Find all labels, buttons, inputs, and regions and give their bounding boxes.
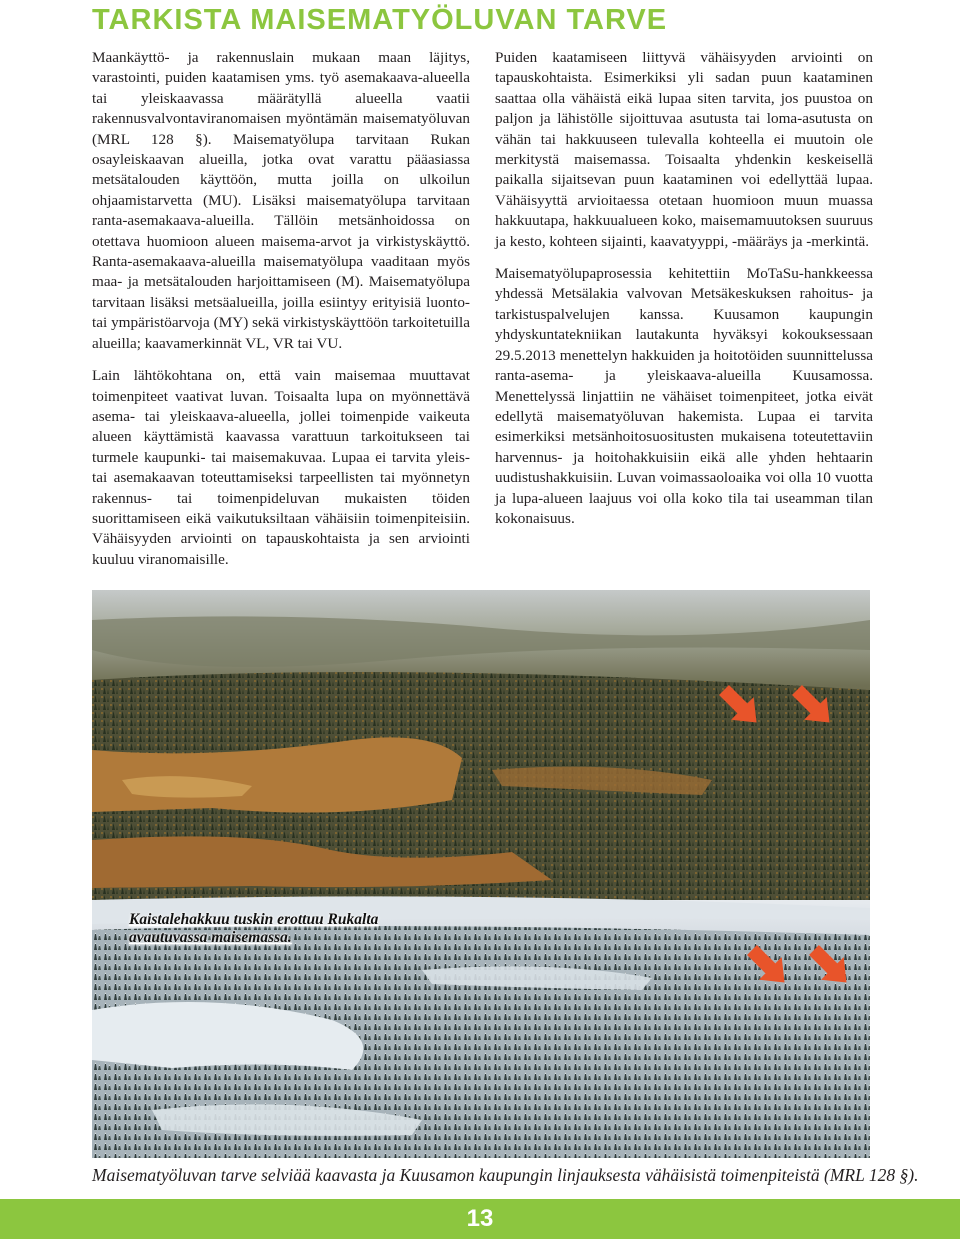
- photo-caption: [129, 911, 378, 947]
- paragraph: Maankäyttö- ja rakennuslain mukaan maan läjitys, varastointi, puiden kaatamisen yms. työ asemakaava-alueella tai yleiskaavassa määrätyllä alueella vaatii rakennusvalvontaviranomaisen myöntämän maisematyöluvan (MRL 128 §). Maisematyölupa tarvitaan Rukan osayleiskaavan alueilla, jotka ovat varattu pääasiassa metsätalouden käyttöön, mutta joilla on ulkoilun ohjaamistarvetta (MU). Lisäksi maisematyölupa tarvitaan ranta-asemakaava-alueilla. Tällöin metsänhoidossa on otettava huomioon alueen maisema-arvot ja virkistyskäyttö. Ranta-asemakaava-alueilla maisematyölupa vaaditaan myös maa- ja metsätalouden harjoittamiseen (M). Maisematyölupa tarvitaan lisäksi metsäalueilla, joilla esiintyy erityisiä luonto- tai ympäristöarvoja (MY) sekä virkistyskäyttöön tarkoitetuilla alueilla; kaavamerkinnät VL, VR tai VU.: [92, 49, 470, 352]
- right-column: [495, 48, 873, 541]
- paragraph: Lain lähtökohtana on, että vain maisemaa muuttavat toimenpiteet vaativat luvan. Toisaalta lupa on myönnettävä asema- tai yleiskaava-alueella, jollei toimenpide vaikeuta alueen käyttämistä kaavassa varattuun tarkoitukseen tai turmele kaupunki- tai maisemakuvaa. Lupaa ei tarvita yleis- tai asemakaavan toteuttamiseksi tarpeellisten tai myönnetyn rakennus- tai toimenpideluvan mukaisten töiden suorittamiseen eikä vaikutuksiltaan vähäisiin toimenpiteisiin. Vähäisyyden arviointi on tapauskohtaista ja sen arviointi kuuluu viranomaisille.: [92, 367, 470, 568]
- photo-caption-line: Kaistalehakkuu tuskin erottuu Rukalta: [129, 911, 379, 928]
- photo-caption-line: avautuvassa maisemassa.: [129, 929, 292, 946]
- landscape-illustration: [92, 590, 870, 1158]
- paragraph: Puiden kaatamiseen liittyvä vähäisyyden arviointi on tapauskohtaista. Esimerkiksi yli sadan puun kaataminen saattaa olla vähäistä eikä lupaa siten tarvita, jos puustoa on paljon ja lähistölle sijoittuvaa asutusta tai loma-asutusta on vähän tai hakkuuseen tulevalla kohteella ei muutoin ole merkitystä maisemassa. Toisaalta yhdenkin keskeisellä paikalla sijaitsevan puun kaataminen voi edellyttää lupaa. Vähäisyyttä arvioitaessa otetaan huomioon muun muassa hakkuutapa, hakkuualueen koko, maisemamuutoksen suuruus ja kesto, kohteen sijainti, kaavatyyppi, -määräys ja -merkintä.: [495, 49, 873, 250]
- landscape-photo: [92, 590, 870, 1158]
- paragraph: Maisematyölupaprosessia kehitettiin MoTaSu-hankkeessa yhdessä Metsälakia valvovan Metsäkeskuksen rahoitus- ja tarkistuspalvelujen kanssa. Kuusamon kaupungin yhdyskuntatekniikan lautakunta hyväksyi kokouksessaan 29.5.2013 menettelyn hakkuiden ja hoitotöiden suunnittelussa ranta-asema- ja yleiskaava-alueilla Kuusamossa. Menettelyssä linjattiin ne vähäiset toimenpiteet, jotka eivät edellytä maisematyöluvan hakemista. Lupaa ei tarvita esimerkiksi metsänhoitosuositusten mukaisena toteutettaviin harvennus- ja hoitohakkuisiin eikä alle yhden hehtaarin uudistushakkuisiin. Luvan voimassaoloaika voi olla 10 vuotta ja lupa-alueen laajuus voi olla koko tila tai useamman tilan kokonaisuus.: [495, 265, 873, 527]
- footer-bar: [0, 1199, 960, 1239]
- autumn-landscape: [92, 590, 870, 910]
- figure-caption: Maisematyöluvan tarve selviää kaavasta ja Kuusamon kaupungin linjauksesta vähäisistä toimenpiteistä (MRL 128 §).: [92, 1165, 919, 1185]
- page-title: TARKISTA MAISEMATYÖLUVAN TARVE: [92, 4, 668, 36]
- left-column: [92, 48, 470, 582]
- page-number: 13: [466, 1205, 494, 1232]
